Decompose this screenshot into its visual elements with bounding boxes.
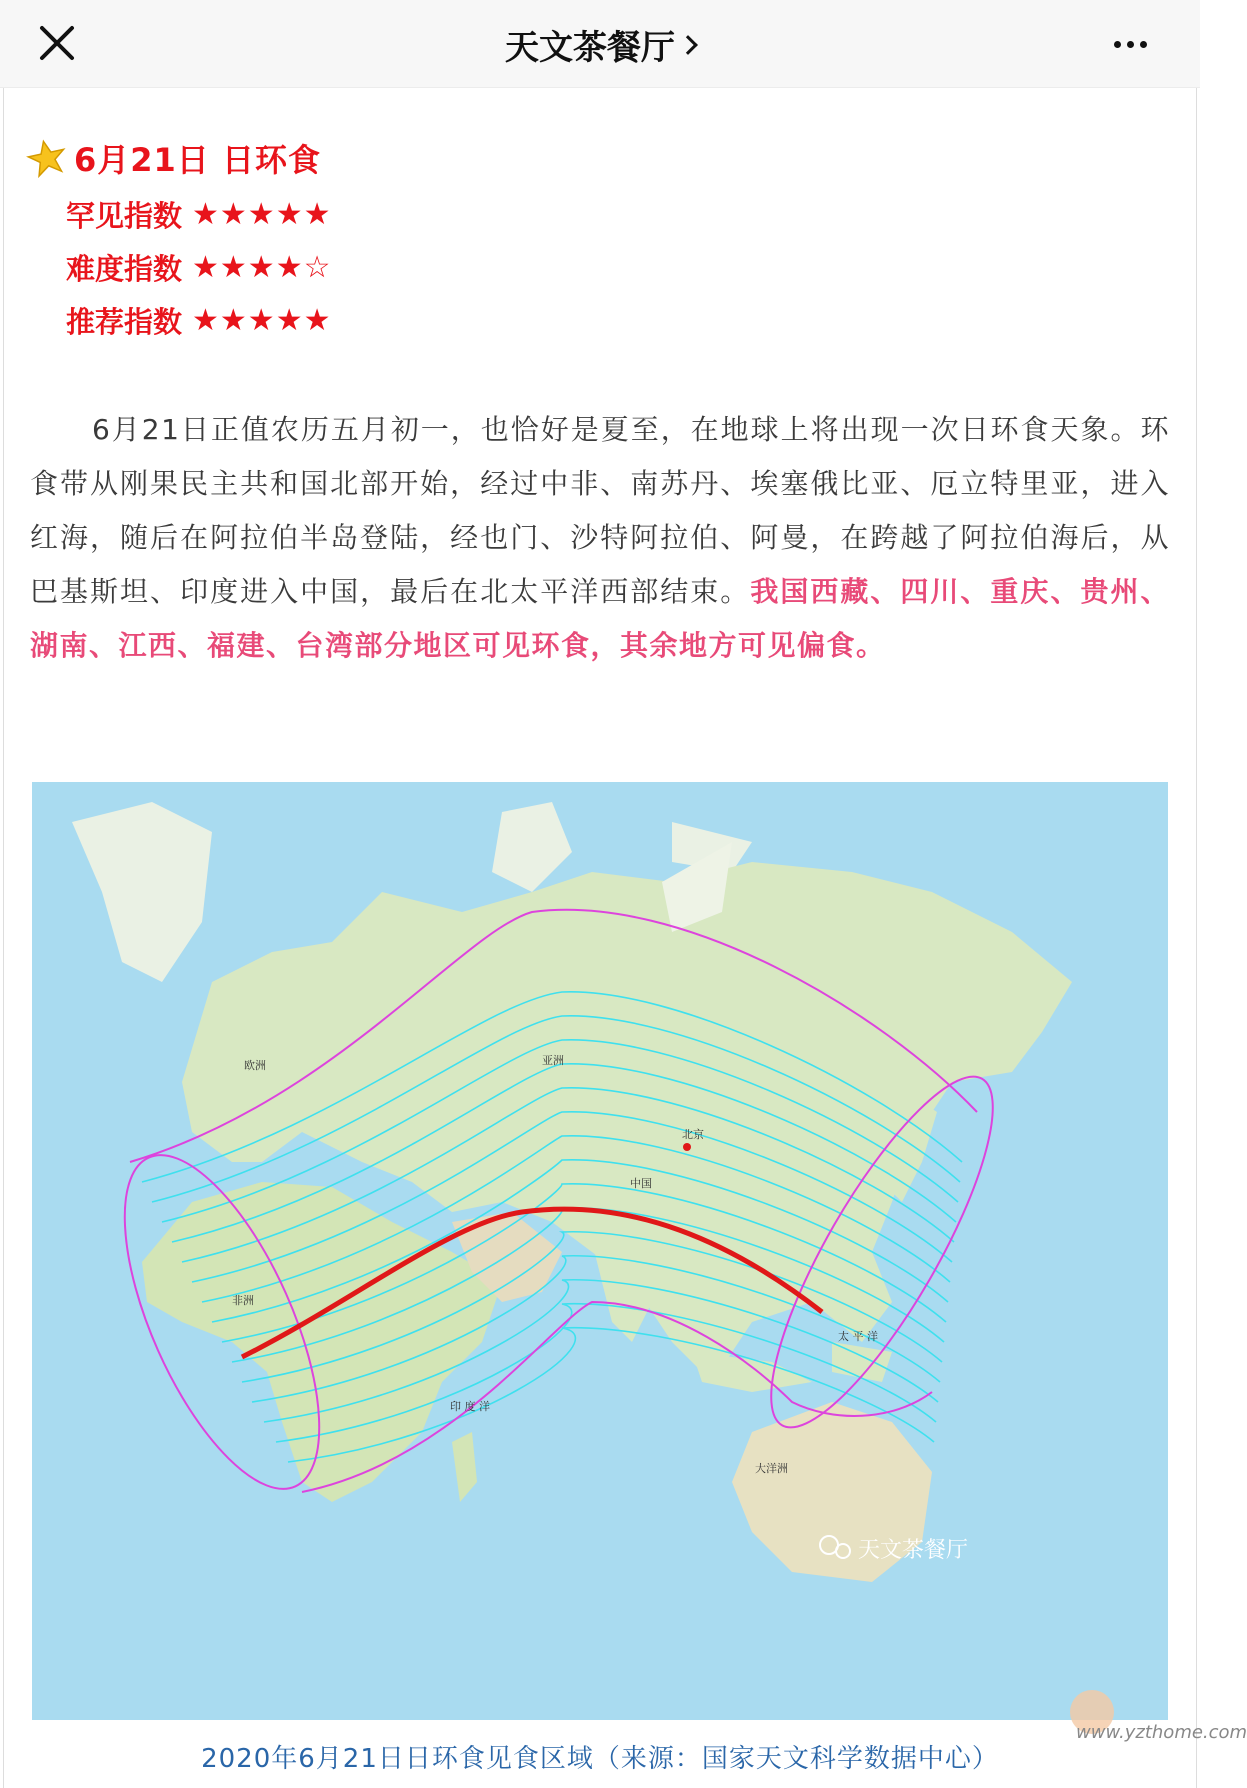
label-asia: 亚洲	[542, 1054, 564, 1067]
page-edge-left	[3, 88, 4, 1788]
paragraph-text: 6月21日正值农历五月初一，也恰好是夏至，在地球上将出现一次日环食天象。环食带从刚果民主共和国北部开始，经过中非、南苏丹、埃塞俄比亚、厄立特里亚，进入红海，随后在阿拉伯半岛登陆，经也门、沙特阿拉伯、阿曼，在跨越了阿拉伯海后，从巴基斯坦、印度进入中国，最后在北太平洋西部结束。	[30, 413, 1170, 608]
article-heading	[28, 132, 321, 184]
dot-icon	[1114, 41, 1121, 48]
chevron-right-icon	[678, 35, 698, 55]
rating-label: 难度指数	[66, 251, 183, 286]
star-icon	[28, 139, 66, 177]
heading-text: 6月21日 日环食	[74, 141, 321, 179]
map-caption: 2020年6月21日日环食见食区域（来源：国家天文科学数据中心）	[201, 1744, 999, 1774]
eclipse-map	[32, 782, 1168, 1720]
label-indian-ocean: 印 度 洋	[450, 1400, 490, 1413]
label-europe: 欧洲	[244, 1059, 266, 1072]
rating-label: 罕见指数	[66, 198, 183, 233]
beijing-marker	[683, 1143, 691, 1151]
eclipse-map-image	[32, 782, 1168, 1720]
top-bar	[0, 0, 1200, 88]
rating-difficulty	[66, 241, 332, 293]
watermark-text: 天文茶餐厅	[858, 1538, 969, 1563]
more-options-button[interactable]	[1100, 18, 1160, 70]
rating-rarity	[66, 188, 332, 240]
article-paragraph	[30, 403, 1170, 673]
dot-icon	[1140, 41, 1147, 48]
rating-stars: ★★★★★	[192, 196, 332, 232]
label-china: 中国	[630, 1177, 652, 1190]
label-beijing: 北京	[682, 1128, 704, 1141]
rating-recommend	[66, 294, 332, 346]
label-oceania: 大洋洲	[755, 1462, 788, 1475]
account-title: 天文茶餐厅	[505, 27, 675, 68]
rating-stars: ★★★★☆	[192, 249, 332, 285]
paragraph-highlight: 我国西藏、四川、重庆、贵州、湖南、江西、福建、台湾部分地区可见环食，其余地方可见偏食。	[30, 575, 1170, 662]
page-edge-right	[1196, 88, 1197, 1788]
label-africa: 非洲	[232, 1294, 254, 1307]
label-pacific: 太 平 洋	[838, 1330, 878, 1343]
dot-icon	[1127, 41, 1134, 48]
rating-stars: ★★★★★	[192, 302, 332, 338]
site-watermark: www.yzthome.com	[1076, 1722, 1247, 1743]
account-title-link[interactable]	[505, 20, 695, 69]
rating-label: 推荐指数	[66, 304, 183, 339]
